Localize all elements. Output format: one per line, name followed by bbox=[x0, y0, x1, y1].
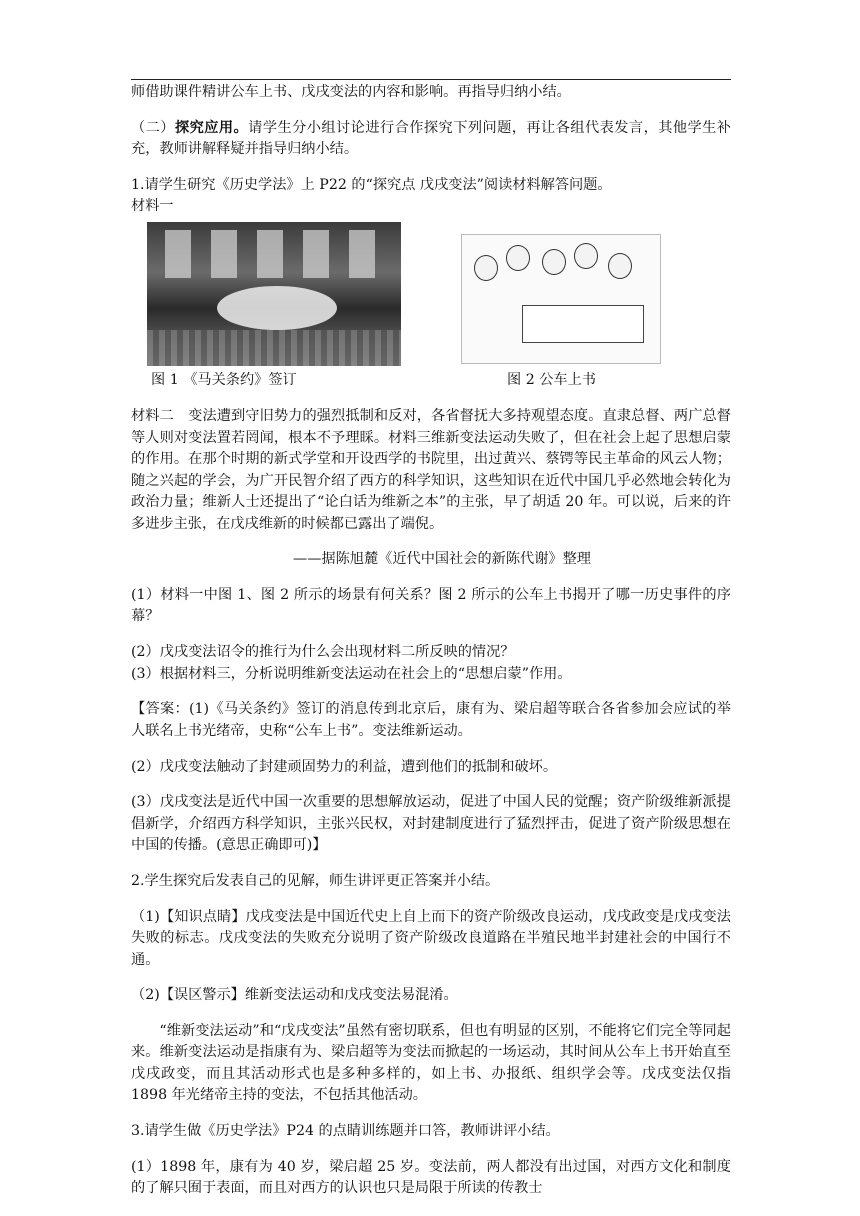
knowledge-point: （1)【知识点睛】戊戌变法是中国近代史上自上而下的资产阶级改良运动，戊戌政变是戊戌变法失败的标志。戊戌变法的失败充分说明了资产阶级改良道路在半殖民地半封建社会的中国行不通。 bbox=[131, 908, 731, 968]
answer-3: (3）戊戌变法是近代中国一次重要的思想解放运动，促进了中国人民的觉醒；资产阶级维新派提倡新学，介绍西方科学知识，主张兴民权，对封建制度进行了猛烈抨击，促进了资产阶级思想在中国的传播。(意思正确即可)】 bbox=[131, 794, 731, 854]
material-1-label: 材料一 bbox=[131, 198, 174, 215]
misconception-warning: （2)【误区警示】维新变法运动和戊戌变法易混淆。 bbox=[131, 987, 458, 1004]
section-heading-paragraph bbox=[131, 118, 731, 161]
subquestion-2: (2）戊戌变法诏令的推行为什么会出现材料二所反映的情况？ bbox=[131, 644, 515, 661]
answer-1: 【答案：(1)《马关条约》签订的消息传到北京后，康有为、梁启超等联合各省参加会应试的举人联名上书光绪帝，史称“公车上书”。变法维新运动。 bbox=[131, 701, 731, 739]
material-2-text: 材料二 变法遭到守旧势力的强烈抵制和反对，各省督抚大多持观望态度。直隶总督、两广总督等人则对变法置若罔闻，根本不予理睬。材料三维新变法运动失败了，但在社会上起了思想启蒙的作用。在那个时期的新式学堂和开设西学的书院里，出过黄兴、蔡锷等民主革命的风云人物；随之兴起的学会，为广开民智介绍了西方的科学知识，这些知识在近代中国几乎必然地会转化为政治力量；维新人士还提出了“论白话为维新之本”的主张，早了胡适 20 年。可以说，后来的许多进步主张，在戊戌维新的时候都已露出了端倪。 bbox=[131, 408, 731, 532]
subquestion-1: (1）材料一中图 1、图 2 所示的场景有何关系？图 2 所示的公车上书揭开了哪一历史事件的序幕？ bbox=[131, 586, 731, 625]
figure-captions bbox=[131, 370, 731, 392]
figure-2-caption: 图 2 公车上书 bbox=[507, 371, 596, 388]
question-3: 3.请学生做《历史学法》P24 的点睛训练题并口答，教师讲评小结。 bbox=[131, 1123, 560, 1140]
answer-2: (2）戊戌变法触动了封建顽固势力的利益，遭到他们的抵制和破坏。 bbox=[131, 758, 558, 775]
paragraph: 师借助课件精讲公车上书、戊戌变法的内容和影响。再指导归纳小结。 bbox=[131, 84, 571, 100]
misconception-explanation: “维新变法运动”和“戊戌变法”虽然有密切联系，但也有明显的区别，不能将它们完全等同起来。维新变法运动是指康有为、梁启超等为变法而掀起的一场运动，其时间从公车上书开始直至戊戌政变，而且其活动形式也是多种多样的，如上书、办报纸、组织学会等。戊戌变法仅指 1898 年光绪帝主持的变法，不包括其他活动。 bbox=[131, 1022, 731, 1104]
source-citation: ——据陈旭麓《近代中国社会的新陈代谢》整理 bbox=[293, 551, 591, 568]
treaty-signing-image bbox=[147, 222, 401, 366]
question-2: 2.学生探究后发表自己的见解，师生讲评更正答案并小结。 bbox=[131, 872, 500, 889]
section-title: 探究应用。 bbox=[174, 119, 249, 136]
petition-illustration-image bbox=[461, 234, 661, 364]
section-text: 请学生分小组讨论进行合作探究下列问题，再让各组代表发言，其他学生补充，教师讲解释疑并指导归纳小结。 bbox=[131, 119, 731, 158]
section-number: （二） bbox=[131, 119, 175, 136]
figures bbox=[131, 222, 731, 378]
exercise-text: (1）1898 年，康有为 40 岁，梁启超 25 岁。变法前，两人都没有出过国，对西方文化和制度的了解只囿于表面，而且对西方的认识也只是局限于所读的传教士 bbox=[131, 1158, 731, 1197]
document-body bbox=[131, 82, 731, 1214]
header-rule bbox=[131, 79, 731, 80]
question-1: 1.请学生研究《历史学法》上 P22 的“探究点 戊戌变法”阅读材料解答问题。 bbox=[131, 176, 612, 193]
subquestion-3: (3）根据材料三，分析说明维新变法运动在社会上的“思想启蒙”作用。 bbox=[131, 665, 572, 682]
figure-1-caption: 图 1 《马关条约》签订 bbox=[151, 371, 297, 388]
